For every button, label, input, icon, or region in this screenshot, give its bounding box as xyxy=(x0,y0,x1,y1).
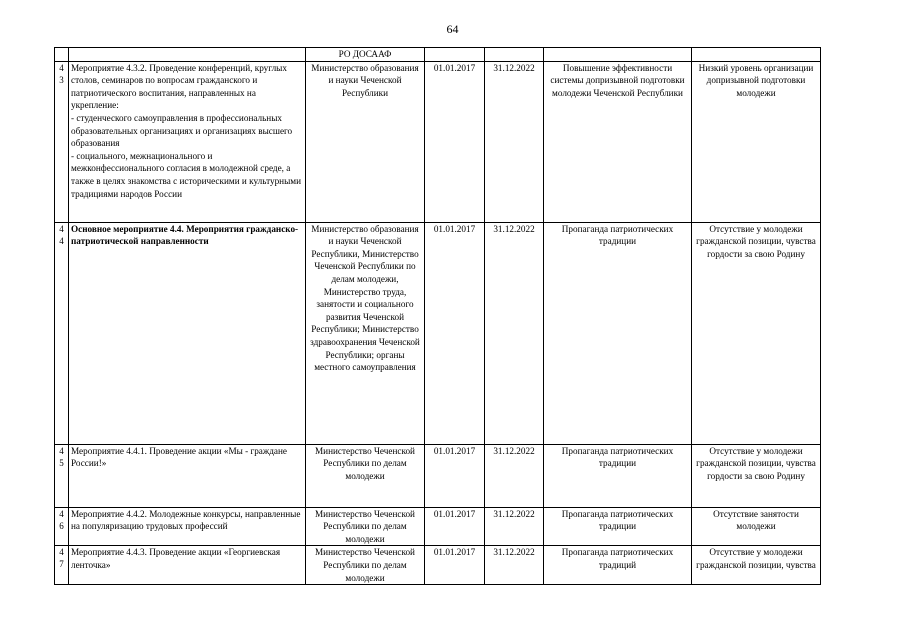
result-cell: Повышение эффективности системы допризывной подготовки молодежи Чеченской Республики xyxy=(544,61,692,222)
event-cell: Мероприятие 4.3.2. Проведение конференций, круглых столов, семинаров по вопросам гражданского и патриотического воспитания, направленных на укрепление: - студенческого самоуправления в профессиональных образовательных организациях и организациях высшего образования - социального, межнационального и межконфессионального согласия в молодежной среде, а также в целях знакомства с историческими и культурными традициями народов России xyxy=(69,61,306,222)
row-number: 4 3 xyxy=(55,61,69,222)
start-date-cell: 01.01.2017 xyxy=(425,222,485,444)
executor-cell: Министерство образования и науки Чеченской Республики, Министерство Чеченской Республики по делам молодежи, Министерство труда, занятости и социального развития Чеченской Республики; Министерство здравоохранения Чеченской Республики; органы местного самоуправления xyxy=(306,222,425,444)
start-date-cell xyxy=(425,48,485,62)
start-date-cell: 01.01.2017 xyxy=(425,546,485,585)
risk-cell: Отсутствие занятости молодежи xyxy=(692,507,821,546)
program-table xyxy=(54,47,821,585)
result-cell: Пропаганда патриотических традиций xyxy=(544,546,692,585)
end-date-cell: 31.12.2022 xyxy=(485,444,544,507)
executor-cell: РО ДОСААФ xyxy=(306,48,425,62)
result-cell: Пропаганда патриотических традиции xyxy=(544,222,692,444)
table-row xyxy=(55,222,821,444)
end-date-cell xyxy=(485,48,544,62)
start-date-cell: 01.01.2017 xyxy=(425,61,485,222)
risk-cell: Низкий уровень организации допризывной подготовки молодежи xyxy=(692,61,821,222)
risk-cell xyxy=(692,48,821,62)
risk-cell: Отсутствие у молодежи гражданской позиции, чувства гордости за свою Родину xyxy=(692,222,821,444)
table-row xyxy=(55,507,821,546)
executor-cell: Министерство Чеченской Республики по делам молодежи xyxy=(306,507,425,546)
row-number: 4 6 xyxy=(55,507,69,546)
result-cell xyxy=(544,48,692,62)
row-number: 4 7 xyxy=(55,546,69,585)
result-cell: Пропаганда патриотических традиции xyxy=(544,507,692,546)
event-cell: Мероприятие 4.4.1. Проведение акции «Мы - граждане России!» xyxy=(69,444,306,507)
end-date-cell: 31.12.2022 xyxy=(485,507,544,546)
table-row xyxy=(55,444,821,507)
executor-cell: Министерство Чеченской Республики по делам молодежи xyxy=(306,546,425,585)
table-row xyxy=(55,546,821,585)
end-date-cell: 31.12.2022 xyxy=(485,546,544,585)
start-date-cell: 01.01.2017 xyxy=(425,507,485,546)
page-number: 64 xyxy=(446,22,459,36)
event-cell: Мероприятие 4.4.3. Проведение акции «Георгиевская ленточка» xyxy=(69,546,306,585)
executor-cell: Министерство Чеченской Республики по делам молодежи xyxy=(306,444,425,507)
start-date-cell: 01.01.2017 xyxy=(425,444,485,507)
event-cell: Основное мероприятие 4.4. Мероприятия гражданско-патриотической направленности xyxy=(69,222,306,444)
event-cell: Мероприятие 4.4.2. Молодежные конкурсы, направленные на популяризацию трудовых профессий xyxy=(69,507,306,546)
num-cell xyxy=(55,48,69,62)
executor-cell: Министерство образования и науки Чеченской Республики xyxy=(306,61,425,222)
risk-cell: Отсутствие у молодежи гражданской позиции, чувства гордости за свою Родину xyxy=(692,444,821,507)
row-number: 4 5 xyxy=(55,444,69,507)
table-row xyxy=(55,61,821,222)
table-row xyxy=(55,48,821,62)
event-cell xyxy=(69,48,306,62)
row-number: 4 4 xyxy=(55,222,69,444)
end-date-cell: 31.12.2022 xyxy=(485,61,544,222)
end-date-cell: 31.12.2022 xyxy=(485,222,544,444)
result-cell: Пропаганда патриотических традиции xyxy=(544,444,692,507)
risk-cell: Отсутствие у молодежи гражданской позиции, чувства xyxy=(692,546,821,585)
